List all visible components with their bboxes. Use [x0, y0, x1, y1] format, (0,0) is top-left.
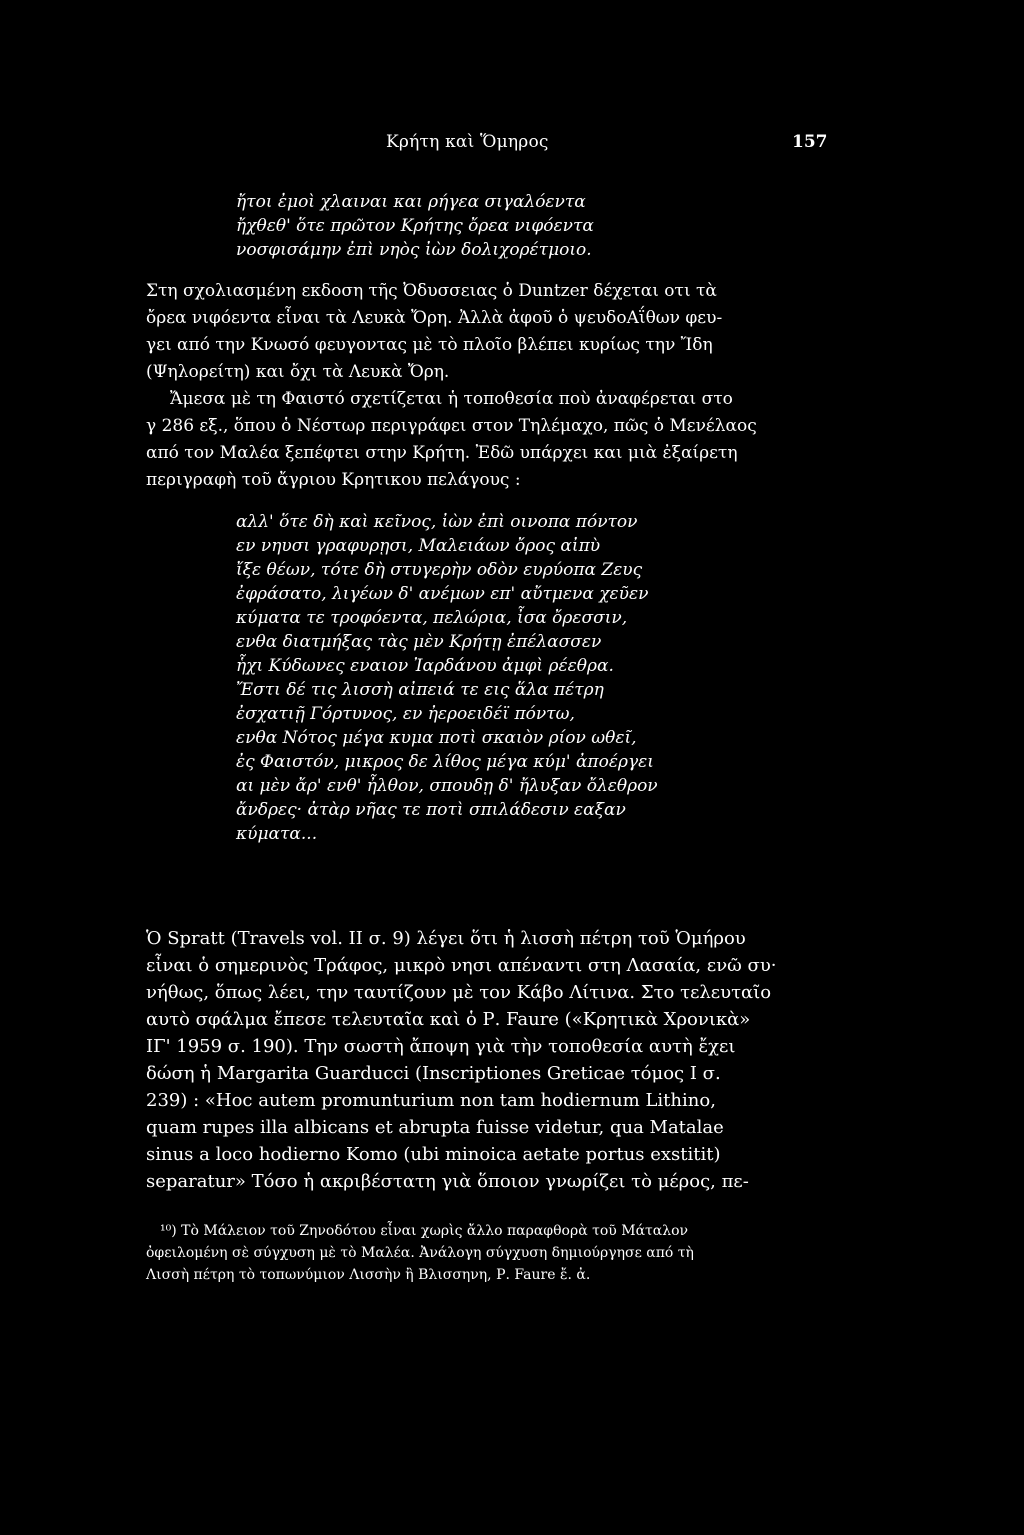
paragraph-line: γει από την Κνωσό φευγοντας μὲ τὸ πλοῖο βλέπει κυρίως την Ἴδη [146, 335, 713, 355]
footnote-line: ὀφειλομένη σὲ σύγχυση μὲ τὸ Μαλέα. Ἀνάλογη σύγχυση δημιούργησε από τὴ [146, 1245, 694, 1261]
paragraph-line: 239) : «Hoc autem promunturium non tam hodiernum Lithino, [146, 1090, 716, 1111]
paragraph-2 [146, 925, 777, 1195]
paragraph-line: Στη σχολιασμένη εκδοση τῆς Ὀδυσσειας ὁ Duntzer δέχεται οτι τὰ [146, 281, 717, 301]
verse-line: ἐφράσατο, λιγέων δ' ανέμων επ' αὔτμενα χεῦεν [236, 584, 649, 604]
verse-quote-main [236, 510, 658, 846]
verse-line: ἄνδρες· ἀτὰρ νῆας τε ποτὶ σπιλάδεσιν εαξαν [236, 800, 626, 820]
verse-line: ἤχθεθ' ὅτε πρῶτον Κρήτης ὄρεα νιφόεντα [236, 216, 594, 236]
paragraph-line: δώση ἡ Margarita Guarducci (Inscriptiones Greticae τόμος Ι σ. [146, 1063, 721, 1084]
verse-line: ἴξε θέων, τότε δὴ στυγερὴν οδὸν ευρύοπα Ζευς [236, 560, 643, 580]
page-number: 157 [792, 132, 828, 152]
paragraph-line: ΙΓ' 1959 σ. 190). Την σωστὴ ἄποψη γιὰ τὴν τοποθεσία αυτὴ ἔχει [146, 1036, 736, 1057]
paragraph-line: περιγραφὴ τοῦ ἄγριου Κρητικου πελάγους : [146, 470, 521, 490]
verse-line: ἧχι Κύδωνες εναιον Ἰαρδάνου ἀμφὶ ρέεθρα. [236, 656, 614, 676]
paragraph-line: Ἄμεσα μὲ τη Φαιστό σχετίζεται ἡ τοποθεσία ποὺ ἀναφέρεται στο [170, 389, 733, 409]
paragraph-line: quam rupes illa albicans et abrupta fuisse videtur, qua Matalae [146, 1117, 724, 1138]
verse-line: ενθα Νότος μέγα κυμα ποτὶ σκαιὸν ρίον ωθεῖ, [236, 728, 637, 748]
paragraph-line: separatur» Τόσο ἡ ακριβέστατη γιὰ ὅποιον γνωρίζει τὸ μέρος, πε- [146, 1171, 749, 1192]
verse-line: αλλ' ὅτε δὴ καὶ κεῖνος, ἰὼν ἐπὶ οινοπα πόντον [236, 512, 638, 532]
paragraph-line: sinus a loco hodierno Komo (ubi minoica aetate portus exstitit) [146, 1144, 721, 1165]
page-header [0, 132, 1024, 160]
verse-line: νοσφισάμην ἐπὶ νηὸς ἰὼν δολιχορέτμοιο. [236, 240, 592, 260]
verse-line: εν νηυσι γραφυρῃσι, Μαλειάων ὄρος αἰπὺ [236, 536, 601, 556]
verse-quote-top [236, 190, 594, 262]
verse-line: Ἔστι δέ τις λισσὴ αἰπειά τε εις ἅλα πέτρη [236, 680, 604, 700]
verse-line: ἤτοι ἐμοὶ χλαιναι και ρήγεα σιγαλόεντα [236, 192, 586, 212]
footnote [146, 1220, 694, 1286]
paragraph-line: αυτὸ σφάλμα ἔπεσε τελευταῖα καὶ ὁ Ρ. Faure («Κρητικὰ Χρονικὰ» [146, 1009, 751, 1030]
verse-line: κύματα τε τροφόεντα, πελώρια, ἶσα ὄρεσσιν, [236, 608, 628, 628]
verse-line: ενθα διατμήξας τὰς μὲν Κρήτῃ ἐπέλασσεν [236, 632, 602, 652]
verse-line: κύματα... [236, 824, 318, 844]
paragraph-line: γ 286 εξ., ὅπου ὁ Νέστωρ περιγράφει στον Τηλέμαχο, πῶς ὁ Μενέλαος [146, 416, 757, 436]
paragraph-line: ὄρεα νιφόεντα εἶναι τὰ Λευκὰ Ὄρη. Ἀλλὰ ἀφοῦ ὁ ψευδοΑΐθων φευ- [146, 308, 723, 328]
paragraph-1 [146, 278, 757, 494]
verse-line: ἐσχατιῇ Γόρτυνος, εν ἠεροειδέϊ πόντω, [236, 704, 575, 724]
paragraph-line: από τον Μαλέα ξεπέφτει στην Κρήτη. Ἐδῶ υπάρχει και μιὰ ἐξαίρετη [146, 443, 738, 463]
verse-line: ἐς Φαιστόν, μικρος δε λίθος μέγα κύμ' ἀποέργει [236, 752, 654, 772]
running-title: Κρήτη καὶ Ὅμηρος [386, 132, 549, 152]
paragraph-line: εἶναι ὁ σημερινὸς Τράφος, μικρὸ νησι απέναντι στη Λασαία, ενῶ συ· [146, 955, 777, 976]
footnote-line: ¹⁰) Τὸ Μάλειον τοῦ Ζηνοδότου εἶναι χωρὶς ἄλλο παραφθορὰ τοῦ Μάταλον [160, 1223, 689, 1239]
footnote-line: Λισσὴ πέτρη τὸ τοπωνύμιον Λισσὴν ἢ Βλισσηνη, Ρ. Faure ἔ. ἀ. [146, 1267, 591, 1283]
paragraph-line: (Ψηλορείτη) και ὄχι τὰ Λευκὰ Ὄρη. [146, 362, 450, 382]
paragraph-line: νήθως, ὅπως λέει, την ταυτίζουν μὲ τον Κάβο Λίτινα. Στο τελευταῖο [146, 982, 772, 1003]
paragraph-line: Ὁ Spratt (Travels vol. II σ. 9) λέγει ὅτι ἡ λισσὴ πέτρη τοῦ Ὁμήρου [146, 928, 746, 949]
verse-line: αι μὲν ἄρ' ενθ' ἦλθον, σπουδῃ δ' ἤλυξαν ὄλεθρον [236, 776, 658, 796]
